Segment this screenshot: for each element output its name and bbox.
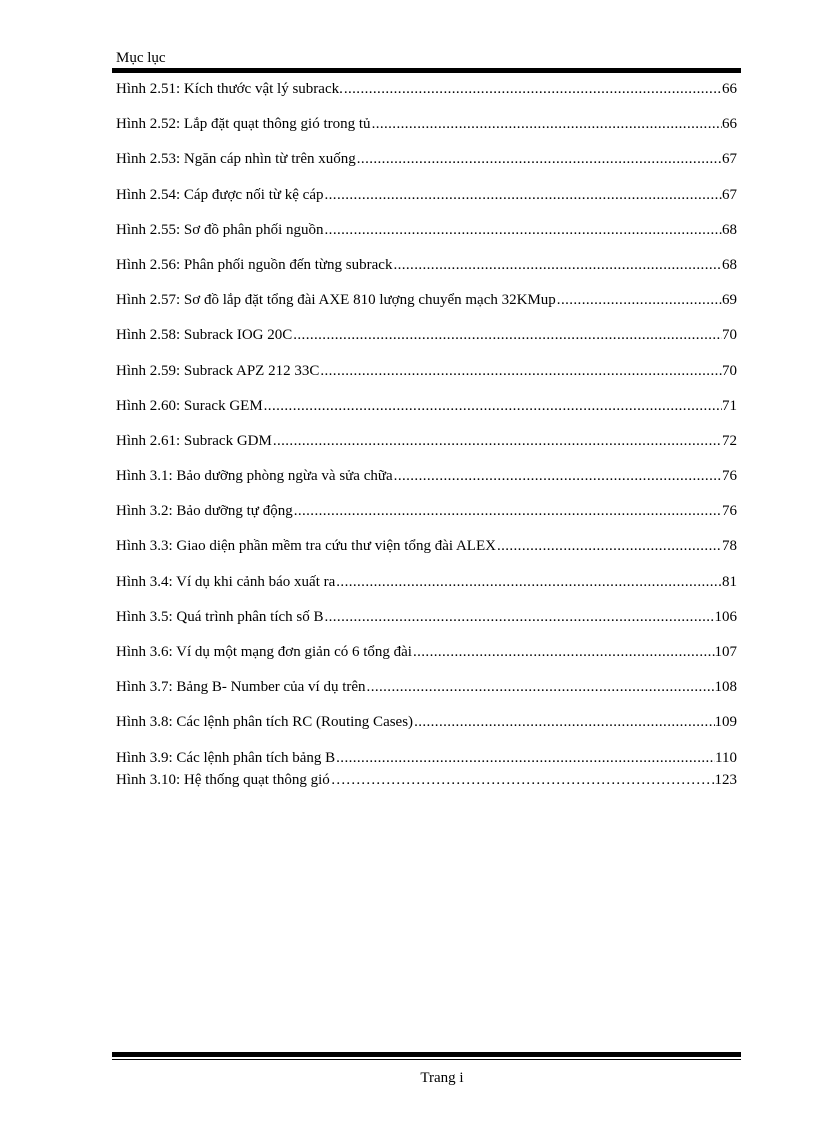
dot-leader (324, 219, 722, 241)
toc-entry[interactable] (116, 500, 737, 522)
dot-leader (392, 254, 722, 276)
dot-leader (371, 113, 722, 135)
dot-leader (413, 711, 714, 733)
toc-entry-label: Hình 3.7: Bảng B- Number của ví dụ trên (116, 679, 366, 696)
toc-entry-page: 67 (722, 186, 737, 203)
toc-entry[interactable] (116, 430, 737, 452)
toc-entry-page: 67 (722, 151, 737, 168)
toc-entry-page: 106 (714, 608, 737, 625)
dot-leader (412, 641, 715, 663)
toc-entry-label: Hình 3.3: Giao diện phần mềm tra cứu thư viện tổng đài ALEX (116, 538, 496, 555)
toc-entry-page: 68 (722, 256, 737, 273)
toc-entry-label: Hình 3.5: Quá trình phân tích số B (116, 608, 324, 625)
toc-entry[interactable] (116, 535, 737, 557)
toc-entry-label: Hình 3.1: Bảo dưỡng phòng ngừa và sửa chữa (116, 468, 393, 485)
toc-entry-page: 70 (722, 362, 737, 379)
toc-entry-label: Hình 2.55: Sơ đồ phân phối nguồn (116, 221, 324, 238)
toc-entry-label: Hình 2.59: Subrack APZ 212 33C (116, 362, 320, 379)
header-divider (112, 68, 741, 73)
dot-leader (393, 465, 722, 487)
toc-entry[interactable] (116, 113, 737, 135)
toc-entry[interactable] (116, 395, 737, 417)
page-header-title: Mục lục (116, 50, 166, 66)
dot-leader (272, 430, 722, 452)
toc-entry-label: Hình 2.58: Subrack IOG 20C (116, 327, 293, 344)
dot-leader (319, 360, 722, 382)
toc-entry[interactable] (116, 711, 737, 733)
toc-entry-page: 109 (714, 714, 737, 731)
dot-leader (324, 184, 723, 206)
toc-entry[interactable] (116, 641, 737, 663)
toc-entry-label: Hình 2.60: Surack GEM (116, 397, 263, 414)
toc-entry-page: 66 (722, 116, 737, 133)
toc-entry[interactable] (116, 148, 737, 170)
toc-entry-label: Hình 2.52: Lắp đặt quạt thông gió trong tủ (116, 116, 371, 133)
toc-entry[interactable] (116, 289, 737, 311)
toc-entry-label: Hình 2.51: Kích thước vật lý subrack. (116, 81, 343, 97)
dot-leader (556, 289, 722, 311)
toc-entry[interactable] (116, 769, 737, 791)
toc-entry-label: Hình 3.9: Các lệnh phân tích bảng B (116, 749, 336, 766)
toc-entry[interactable] (116, 78, 737, 100)
toc-entry[interactable] (116, 254, 737, 276)
dot-leader (323, 606, 714, 628)
toc-entry[interactable] (116, 571, 737, 593)
toc-entry[interactable] (116, 676, 737, 698)
toc-entry-label: Hình 3.8: Các lệnh phân tích RC (Routing Cases) (116, 714, 414, 731)
toc-entry-page: 107 (714, 644, 737, 660)
toc-entry[interactable] (116, 360, 737, 382)
toc-entry-page: 81 (722, 573, 737, 590)
dot-leader (263, 395, 722, 417)
dot-leader (292, 324, 722, 346)
toc-entry-label: Hình 2.57: Sơ đồ lắp đặt tổng đài AXE 810 lượng chuyển mạch 32KMup (116, 292, 556, 309)
toc-entry-label: Hình 3.4: Ví dụ khi cảnh báo xuất ra (116, 573, 336, 590)
toc-entry-page: 68 (722, 221, 737, 238)
toc-entry-page: 72 (722, 432, 737, 449)
toc-entry[interactable] (116, 324, 737, 346)
toc-entry[interactable] (116, 747, 737, 769)
table-of-figures (116, 78, 737, 791)
toc-entry[interactable] (116, 184, 737, 206)
toc-entry-page: 71 (722, 397, 737, 414)
toc-entry-label: Hình 3.10: Hệ thống quạt thông gió (116, 771, 330, 788)
toc-entry-page: 123 (714, 771, 737, 788)
toc-entry-page: 76 (722, 503, 737, 520)
dot-leader (356, 148, 722, 170)
dot-leader (293, 500, 722, 522)
dot-leader (343, 78, 722, 100)
toc-entry-page: 69 (722, 292, 737, 309)
toc-entry-page: 76 (722, 468, 737, 485)
dot-leader (330, 769, 715, 791)
toc-entry-label: Hình 2.61: Subrack GDM (116, 432, 272, 449)
toc-entry[interactable] (116, 219, 737, 241)
toc-entry-page: 108 (714, 679, 737, 696)
footer-divider-thin (112, 1059, 741, 1060)
toc-entry-label: Hình 2.53: Ngăn cáp nhìn từ trên xuống (116, 151, 356, 168)
toc-entry-page: 70 (722, 327, 737, 344)
toc-entry-page: 66 (722, 81, 737, 97)
toc-entry-label: Hình 3.2: Bảo dưỡng tự động (116, 503, 293, 520)
dot-leader (335, 747, 715, 769)
toc-entry-label: Hình 3.6: Ví dụ một mạng đơn giản có 6 tổng đài (116, 644, 412, 660)
toc-entry[interactable] (116, 465, 737, 487)
dot-leader (496, 535, 722, 557)
toc-entry-label: Hình 2.54: Cáp được nối từ kệ cáp (116, 186, 324, 203)
toc-entry-page: 110 (715, 749, 737, 766)
dot-leader (366, 676, 715, 698)
footer-divider-thick (112, 1052, 741, 1057)
toc-entry[interactable] (116, 606, 737, 628)
dot-leader (335, 571, 722, 593)
toc-entry-label: Hình 2.56: Phân phối nguồn đến từng subrack (116, 256, 393, 273)
toc-entry-page: 78 (722, 538, 737, 555)
page-number: Trang i (420, 1070, 464, 1086)
